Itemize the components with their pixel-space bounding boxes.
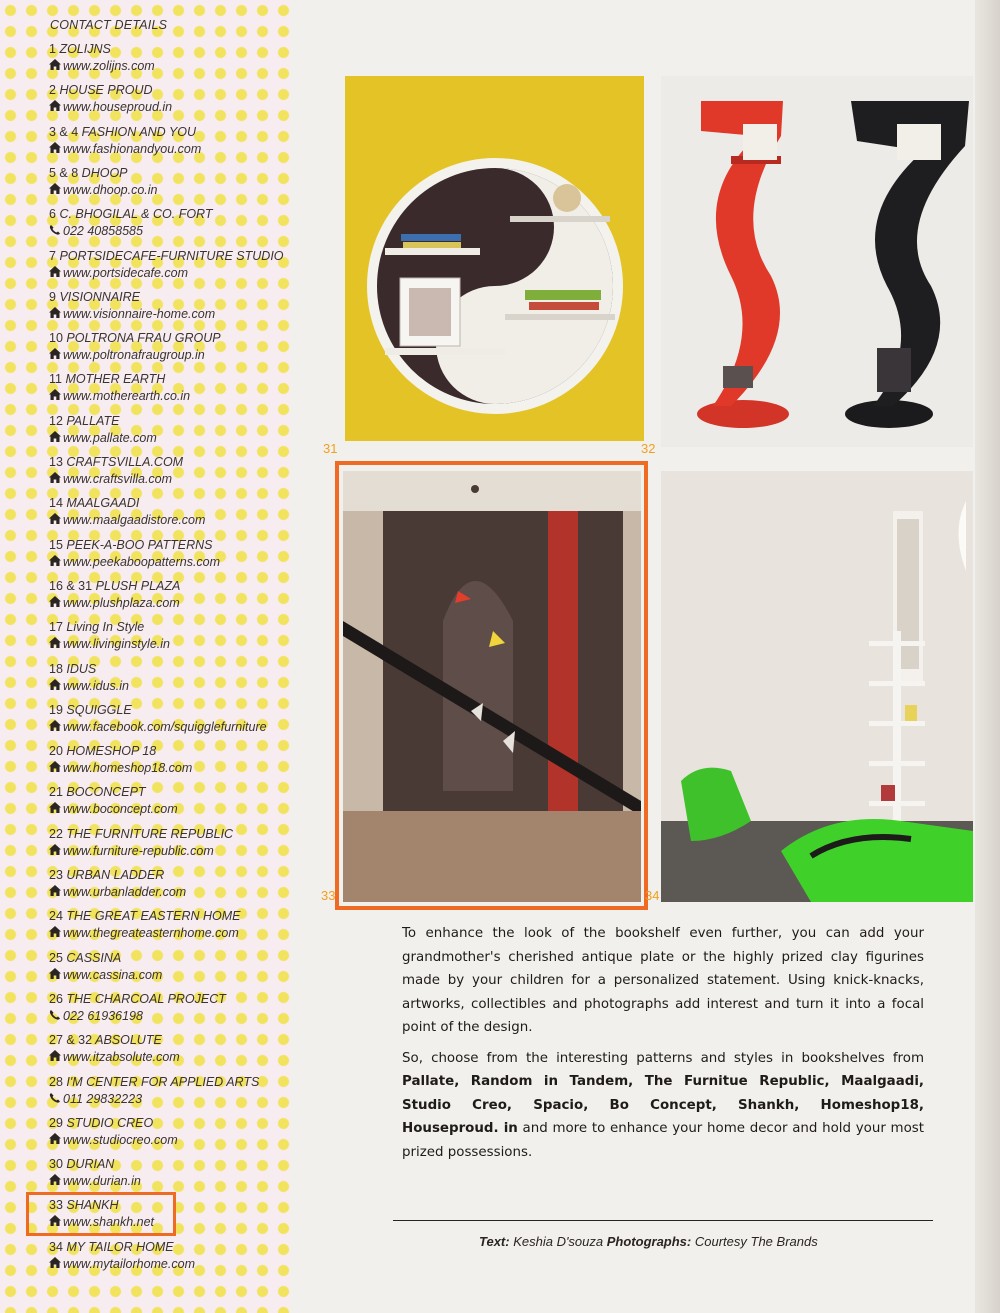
home-icon bbox=[49, 760, 61, 777]
contact-item bbox=[49, 578, 289, 612]
contact-website[interactable]: www.poltronafraugroup.in bbox=[63, 348, 205, 363]
contact-number: 34 bbox=[49, 1239, 63, 1254]
contact-website[interactable]: www.craftsvilla.com bbox=[63, 472, 173, 486]
contact-website[interactable]: www.plushplaza.com bbox=[63, 595, 180, 610]
contact-number: 7 bbox=[49, 248, 56, 263]
contact-number: 23 bbox=[49, 868, 63, 882]
contact-item bbox=[49, 41, 289, 75]
contact-info bbox=[49, 843, 289, 860]
home-icon bbox=[49, 678, 61, 695]
photo-34-shelf-and-chairs bbox=[661, 471, 973, 902]
photo-33-highlight-box bbox=[335, 461, 648, 910]
contact-name bbox=[49, 578, 289, 595]
home-icon bbox=[49, 99, 61, 116]
contact-website[interactable]: www.zolijns.com bbox=[63, 59, 155, 73]
contact-number: 11 bbox=[49, 372, 62, 387]
article-p2-outro: and more to enhance your home decor and hold your most prized possessions. bbox=[402, 1121, 924, 1160]
contact-number: 16 & 31 bbox=[49, 578, 93, 593]
contact-name bbox=[49, 1032, 289, 1049]
contact-info bbox=[49, 1173, 289, 1190]
contact-company: THE CHARCOAL PROJECT bbox=[66, 991, 226, 1006]
photo-number-32: 32 bbox=[641, 441, 656, 456]
contact-info bbox=[49, 595, 289, 612]
contact-name bbox=[49, 1074, 289, 1091]
contact-info bbox=[49, 58, 289, 75]
photo-31-yin-yang-shelf bbox=[345, 76, 644, 441]
contact-company: HOUSE PROUD bbox=[59, 83, 153, 98]
contact-info bbox=[49, 265, 289, 282]
article-paragraph-2 bbox=[402, 1047, 924, 1165]
contact-info bbox=[49, 471, 289, 488]
credits-photo-label: Photographs: bbox=[606, 1234, 692, 1249]
contact-company: SQUIGGLE bbox=[66, 702, 132, 717]
contact-info bbox=[49, 306, 289, 323]
photo-number-31: 31 bbox=[323, 441, 338, 456]
contact-item bbox=[49, 413, 289, 447]
contact-website[interactable]: www.durian.in bbox=[63, 1174, 141, 1189]
home-icon bbox=[49, 636, 61, 653]
contact-info bbox=[49, 388, 289, 405]
contact-website[interactable]: www.thegreateasternhome.com bbox=[63, 926, 239, 941]
contact-item bbox=[49, 495, 289, 529]
contact-number: 17 bbox=[49, 620, 63, 635]
contact-website[interactable]: www.houseproud.in bbox=[63, 100, 173, 115]
contact-item bbox=[49, 991, 289, 1025]
contact-website[interactable]: www.cassina.com bbox=[63, 967, 163, 982]
contact-company: THE FURNITURE REPUBLIC bbox=[66, 826, 234, 841]
contact-item bbox=[49, 1032, 289, 1066]
contact-company: C. BHOGILAL & CO. FORT bbox=[59, 207, 213, 222]
contact-number: 10 bbox=[49, 331, 63, 346]
home-icon bbox=[49, 265, 61, 282]
contact-phone: 022 40858585 bbox=[63, 224, 143, 239]
contact-item bbox=[49, 330, 289, 364]
phone-icon bbox=[49, 1091, 61, 1108]
contact-name bbox=[49, 867, 289, 884]
contact-item bbox=[49, 124, 289, 158]
contact-info bbox=[49, 636, 289, 653]
contact-number: 1 bbox=[49, 42, 56, 56]
credits-divider bbox=[393, 1220, 933, 1221]
contact-item bbox=[49, 248, 289, 282]
home-icon bbox=[49, 430, 61, 447]
contact-company: PORTSIDECAFE-FURNITURE STUDIO bbox=[59, 248, 284, 263]
contact-website[interactable]: www.peekaboopatterns.com bbox=[63, 554, 221, 569]
contact-item bbox=[49, 82, 289, 116]
contact-info bbox=[49, 512, 289, 529]
article-paragraph-1: To enhance the look of the bookshelf even further, you can add your grandmother's cherished antique plate or the highly prized clay figurines made by your children for a personalized statement. Using knick-knacks, artworks, collectibles and photographs add interest and turn it into a focal point of the design. bbox=[402, 926, 924, 1035]
contact-info bbox=[49, 1256, 289, 1273]
contact-number: 2 bbox=[49, 83, 56, 98]
home-icon bbox=[49, 801, 61, 818]
contact-name bbox=[49, 1156, 289, 1173]
contact-number: 20 bbox=[49, 744, 63, 759]
contact-info bbox=[49, 719, 289, 736]
contact-website[interactable]: www.itzabsolute.com bbox=[63, 1050, 180, 1065]
credits-photo-source: Courtesy The Brands bbox=[694, 1234, 818, 1249]
contact-name bbox=[49, 702, 289, 719]
contact-number: 3 & 4 bbox=[49, 124, 79, 139]
contact-info bbox=[49, 430, 289, 447]
contact-number: 29 bbox=[49, 1115, 63, 1130]
contact-name bbox=[49, 1115, 289, 1132]
contact-number: 33 bbox=[49, 1198, 63, 1213]
home-icon bbox=[49, 843, 61, 860]
home-icon bbox=[49, 182, 61, 199]
contact-name bbox=[49, 619, 289, 636]
contact-company: POLTRONA FRAU GROUP bbox=[66, 331, 221, 346]
contact-name bbox=[49, 991, 289, 1008]
contact-item bbox=[49, 165, 289, 199]
phone-icon bbox=[49, 1008, 61, 1025]
contact-number: 18 bbox=[49, 661, 63, 676]
sidebar-title: CONTACT DETAILS bbox=[50, 18, 168, 32]
contact-number: 15 bbox=[49, 537, 63, 552]
contact-info bbox=[49, 1091, 289, 1108]
contact-website[interactable]: www.motherearth.co.in bbox=[63, 389, 191, 404]
contact-company: CRAFTSVILLA.COM bbox=[66, 455, 184, 469]
contact-company: I'M CENTER FOR APPLIED ARTS bbox=[66, 1074, 260, 1089]
contact-company: Living In Style bbox=[66, 620, 145, 635]
contact-website[interactable]: www.furniture-republic.com bbox=[63, 843, 214, 858]
contact-item bbox=[49, 661, 289, 695]
contact-company: DURIAN bbox=[66, 1157, 115, 1172]
contact-website[interactable]: www.pallate.com bbox=[63, 430, 157, 445]
contact-item bbox=[49, 1239, 289, 1273]
contact-company: MAALGAADI bbox=[66, 496, 140, 511]
home-icon bbox=[49, 347, 61, 364]
contact-name bbox=[49, 248, 289, 265]
contact-item bbox=[49, 826, 289, 860]
contact-name bbox=[49, 784, 289, 801]
contact-number: 13 bbox=[49, 455, 63, 469]
contact-info bbox=[49, 1008, 289, 1025]
contact-item bbox=[49, 1074, 289, 1108]
contact-website[interactable]: www.boconcept.com bbox=[63, 802, 178, 817]
contact-website[interactable]: www.portsidecafe.com bbox=[63, 265, 189, 280]
contact-info bbox=[49, 967, 289, 984]
contact-info bbox=[49, 678, 289, 695]
contact-number: 19 bbox=[49, 702, 63, 717]
contact-company: ABSOLUTE bbox=[95, 1033, 162, 1048]
contact-name bbox=[49, 41, 289, 58]
contact-company: VISIONNAIRE bbox=[59, 289, 141, 304]
contact-item bbox=[49, 784, 289, 818]
contact-info bbox=[49, 884, 289, 901]
home-icon bbox=[49, 471, 61, 488]
credits-text-author: Keshia D'souza bbox=[513, 1234, 604, 1249]
home-icon bbox=[49, 1256, 61, 1273]
home-icon bbox=[49, 884, 61, 901]
contact-website[interactable]: www.visionnaire-home.com bbox=[63, 306, 216, 321]
contact-website[interactable]: www.maalgaadistore.com bbox=[63, 513, 206, 528]
contact-website[interactable]: www.fashionandyou.com bbox=[63, 141, 202, 156]
contact-item bbox=[49, 1156, 289, 1190]
contact-company: URBAN LADDER bbox=[66, 868, 165, 882]
contact-info bbox=[49, 141, 289, 158]
contact-number: 27 & 32 bbox=[49, 1033, 93, 1048]
contact-company: PALLATE bbox=[66, 413, 120, 428]
contact-website[interactable]: www.idus.in bbox=[63, 678, 129, 693]
contact-item bbox=[49, 619, 289, 653]
home-icon bbox=[49, 967, 61, 984]
contact-company: MY TAILOR HOME bbox=[66, 1239, 174, 1254]
contact-info bbox=[49, 1049, 289, 1066]
contact-company: IDUS bbox=[66, 661, 97, 676]
contact-info bbox=[49, 223, 289, 240]
home-icon bbox=[49, 1049, 61, 1066]
contact-item bbox=[49, 537, 289, 571]
contact-company: HOMESHOP 18 bbox=[66, 744, 157, 759]
home-icon bbox=[49, 141, 61, 158]
contact-name bbox=[49, 206, 289, 223]
contact-website[interactable]: www.dhoop.co.in bbox=[63, 182, 158, 197]
contact-item bbox=[49, 206, 289, 240]
contact-company: BOCONCEPT bbox=[66, 785, 146, 800]
home-icon bbox=[49, 512, 61, 529]
home-icon bbox=[49, 306, 61, 323]
contact-company: PEEK-A-BOO PATTERNS bbox=[66, 537, 213, 552]
contact-website[interactable]: www.shankh.net bbox=[63, 1215, 155, 1230]
contact-sidebar bbox=[0, 0, 290, 1313]
contact-number: 30 bbox=[49, 1157, 63, 1172]
contact-item bbox=[49, 371, 289, 405]
home-icon bbox=[49, 925, 61, 942]
credits-text-label: Text: bbox=[479, 1234, 510, 1249]
contact-info bbox=[49, 347, 289, 364]
contact-name bbox=[49, 289, 289, 306]
contact-company: ZOLIJNS bbox=[59, 42, 111, 56]
contact-item bbox=[49, 289, 289, 323]
photo-number-33: 33 bbox=[321, 888, 336, 903]
home-icon bbox=[49, 1173, 61, 1190]
contact-item bbox=[49, 867, 289, 901]
contact-item bbox=[49, 908, 289, 942]
contact-number: 6 bbox=[49, 207, 56, 222]
shankh-highlight-box bbox=[26, 1192, 176, 1236]
contact-website[interactable]: www.urbanladder.com bbox=[63, 885, 187, 899]
contact-number: 9 bbox=[49, 289, 56, 304]
contact-info bbox=[49, 554, 289, 571]
contact-number: 28 bbox=[49, 1074, 63, 1089]
contact-number: 14 bbox=[49, 496, 63, 511]
contact-name bbox=[49, 371, 289, 388]
contact-number: 22 bbox=[49, 826, 63, 841]
contact-name bbox=[49, 743, 289, 760]
contact-info bbox=[49, 760, 289, 777]
contact-item bbox=[49, 702, 289, 736]
contact-company: CASSINA bbox=[66, 950, 122, 965]
contact-name bbox=[49, 124, 289, 141]
photo-number-34: 34 bbox=[645, 888, 660, 903]
home-icon bbox=[49, 595, 61, 612]
contact-name bbox=[49, 330, 289, 347]
contact-name bbox=[49, 1239, 289, 1256]
contact-info bbox=[49, 1132, 289, 1149]
contact-company: SHANKH bbox=[66, 1198, 119, 1213]
contact-name bbox=[49, 537, 289, 554]
home-icon bbox=[49, 1132, 61, 1149]
contact-info bbox=[49, 99, 289, 116]
contact-name bbox=[49, 165, 289, 182]
credits-line bbox=[479, 1234, 818, 1249]
home-icon bbox=[49, 719, 61, 736]
contact-name bbox=[49, 826, 289, 843]
contact-website[interactable]: www.homeshop18.com bbox=[63, 761, 193, 776]
contact-name bbox=[49, 661, 289, 678]
contact-number: 12 bbox=[49, 413, 63, 428]
contact-item bbox=[49, 743, 289, 777]
contact-company: THE GREAT EASTERN HOME bbox=[66, 909, 241, 924]
contact-item bbox=[49, 454, 289, 488]
article-p2-brands: Pallate, Random in Tandem, The Furnitue Republic, Maalgaadi, Studio Creo, Spacio, Bo Concept, Shankh, Homeshop18, Houseproud. in bbox=[402, 1074, 924, 1136]
contact-number: 21 bbox=[49, 785, 63, 800]
contact-number: 24 bbox=[49, 909, 63, 924]
contact-company: DHOOP bbox=[81, 165, 128, 180]
page-edge bbox=[975, 0, 1000, 1313]
contact-website[interactable]: www.livinginstyle.in bbox=[63, 637, 170, 652]
article-p2-intro: So, choose from the interesting patterns and styles in bookshelves from bbox=[402, 1050, 924, 1066]
contact-website[interactable]: www.studiocreo.com bbox=[63, 1132, 178, 1147]
contact-website[interactable]: www.mytailorhome.com bbox=[63, 1256, 195, 1271]
contact-website[interactable]: www.facebook.com/squigglefurniture bbox=[63, 719, 267, 734]
contact-item bbox=[49, 950, 289, 984]
contact-number: 5 & 8 bbox=[49, 165, 79, 180]
contact-name bbox=[49, 454, 289, 471]
home-icon bbox=[49, 388, 61, 405]
contact-name bbox=[49, 908, 289, 925]
contact-number: 26 bbox=[49, 991, 63, 1006]
contact-item bbox=[49, 1115, 289, 1149]
contact-info bbox=[49, 925, 289, 942]
home-icon bbox=[49, 554, 61, 571]
contact-name bbox=[49, 413, 289, 430]
contact-phone: 022 61936198 bbox=[63, 1008, 143, 1023]
contact-name bbox=[49, 82, 289, 99]
contact-company: PLUSH PLAZA bbox=[95, 578, 181, 593]
article-body bbox=[402, 922, 924, 1171]
contact-info bbox=[49, 182, 289, 199]
contact-company: MOTHER EARTH bbox=[65, 372, 166, 387]
contact-number: 25 bbox=[49, 950, 63, 965]
contact-company: STUDIO CREO bbox=[66, 1115, 154, 1130]
home-icon bbox=[49, 58, 61, 75]
phone-icon bbox=[49, 223, 61, 240]
contact-phone: 011 29832223 bbox=[63, 1091, 143, 1106]
contact-info bbox=[49, 801, 289, 818]
photo-32-twisted-bookcases bbox=[661, 76, 973, 447]
contact-name bbox=[49, 950, 289, 967]
contact-company: FASHION AND YOU bbox=[81, 124, 197, 139]
contact-name bbox=[49, 495, 289, 512]
